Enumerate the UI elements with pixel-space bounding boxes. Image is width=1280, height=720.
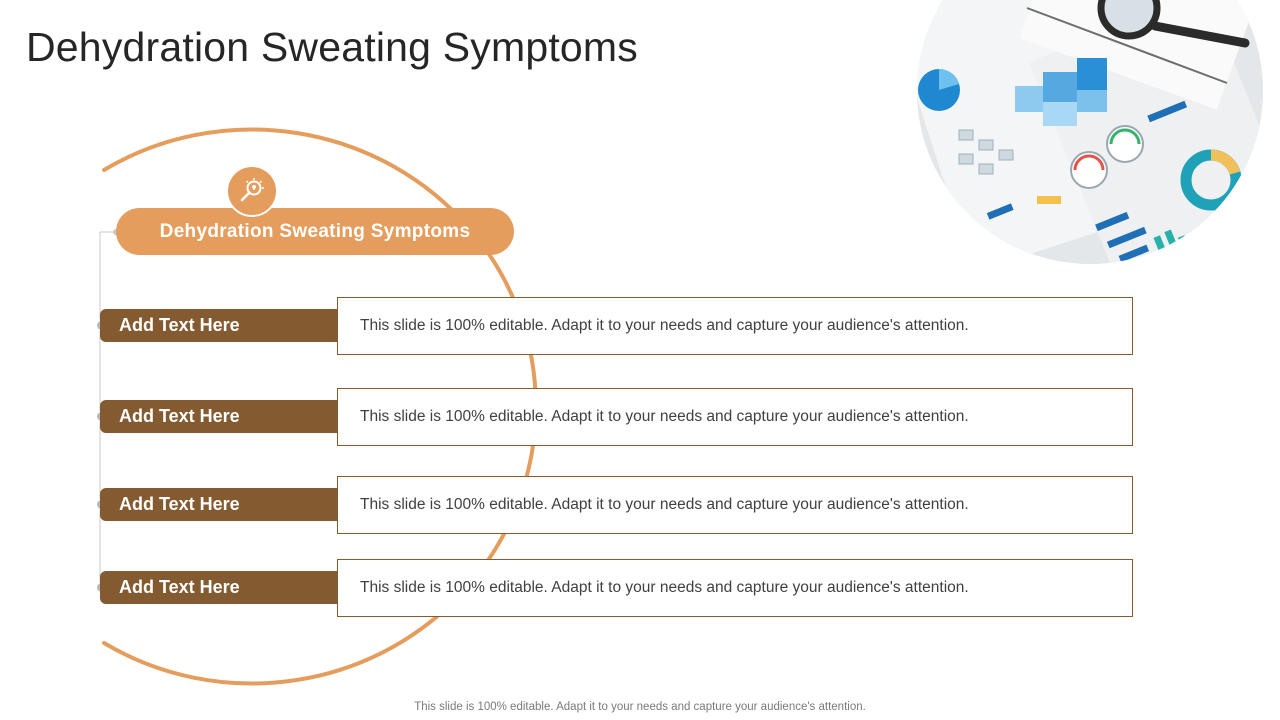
page-title: Dehydration Sweating Symptoms: [26, 24, 638, 70]
row-text-box: This slide is 100% editable. Adapt it to your needs and capture your audience's attention.: [337, 297, 1133, 355]
row-label: Add Text Here: [100, 488, 338, 521]
row-label: Add Text Here: [100, 571, 338, 604]
row-text-box: This slide is 100% editable. Adapt it to your needs and capture your audience's attention.: [337, 476, 1133, 534]
header-pill: Dehydration Sweating Symptoms: [116, 208, 514, 255]
row-text-box: This slide is 100% editable. Adapt it to your needs and capture your audience's attention.: [337, 388, 1133, 446]
row-label: Add Text Here: [100, 309, 338, 342]
idea-search-icon: [226, 165, 278, 217]
row-text-box: This slide is 100% editable. Adapt it to your needs and capture your audience's attention.: [337, 559, 1133, 617]
footer-note: This slide is 100% editable. Adapt it to your needs and capture your audience's attention.: [414, 701, 866, 713]
row-label: Add Text Here: [100, 400, 338, 433]
